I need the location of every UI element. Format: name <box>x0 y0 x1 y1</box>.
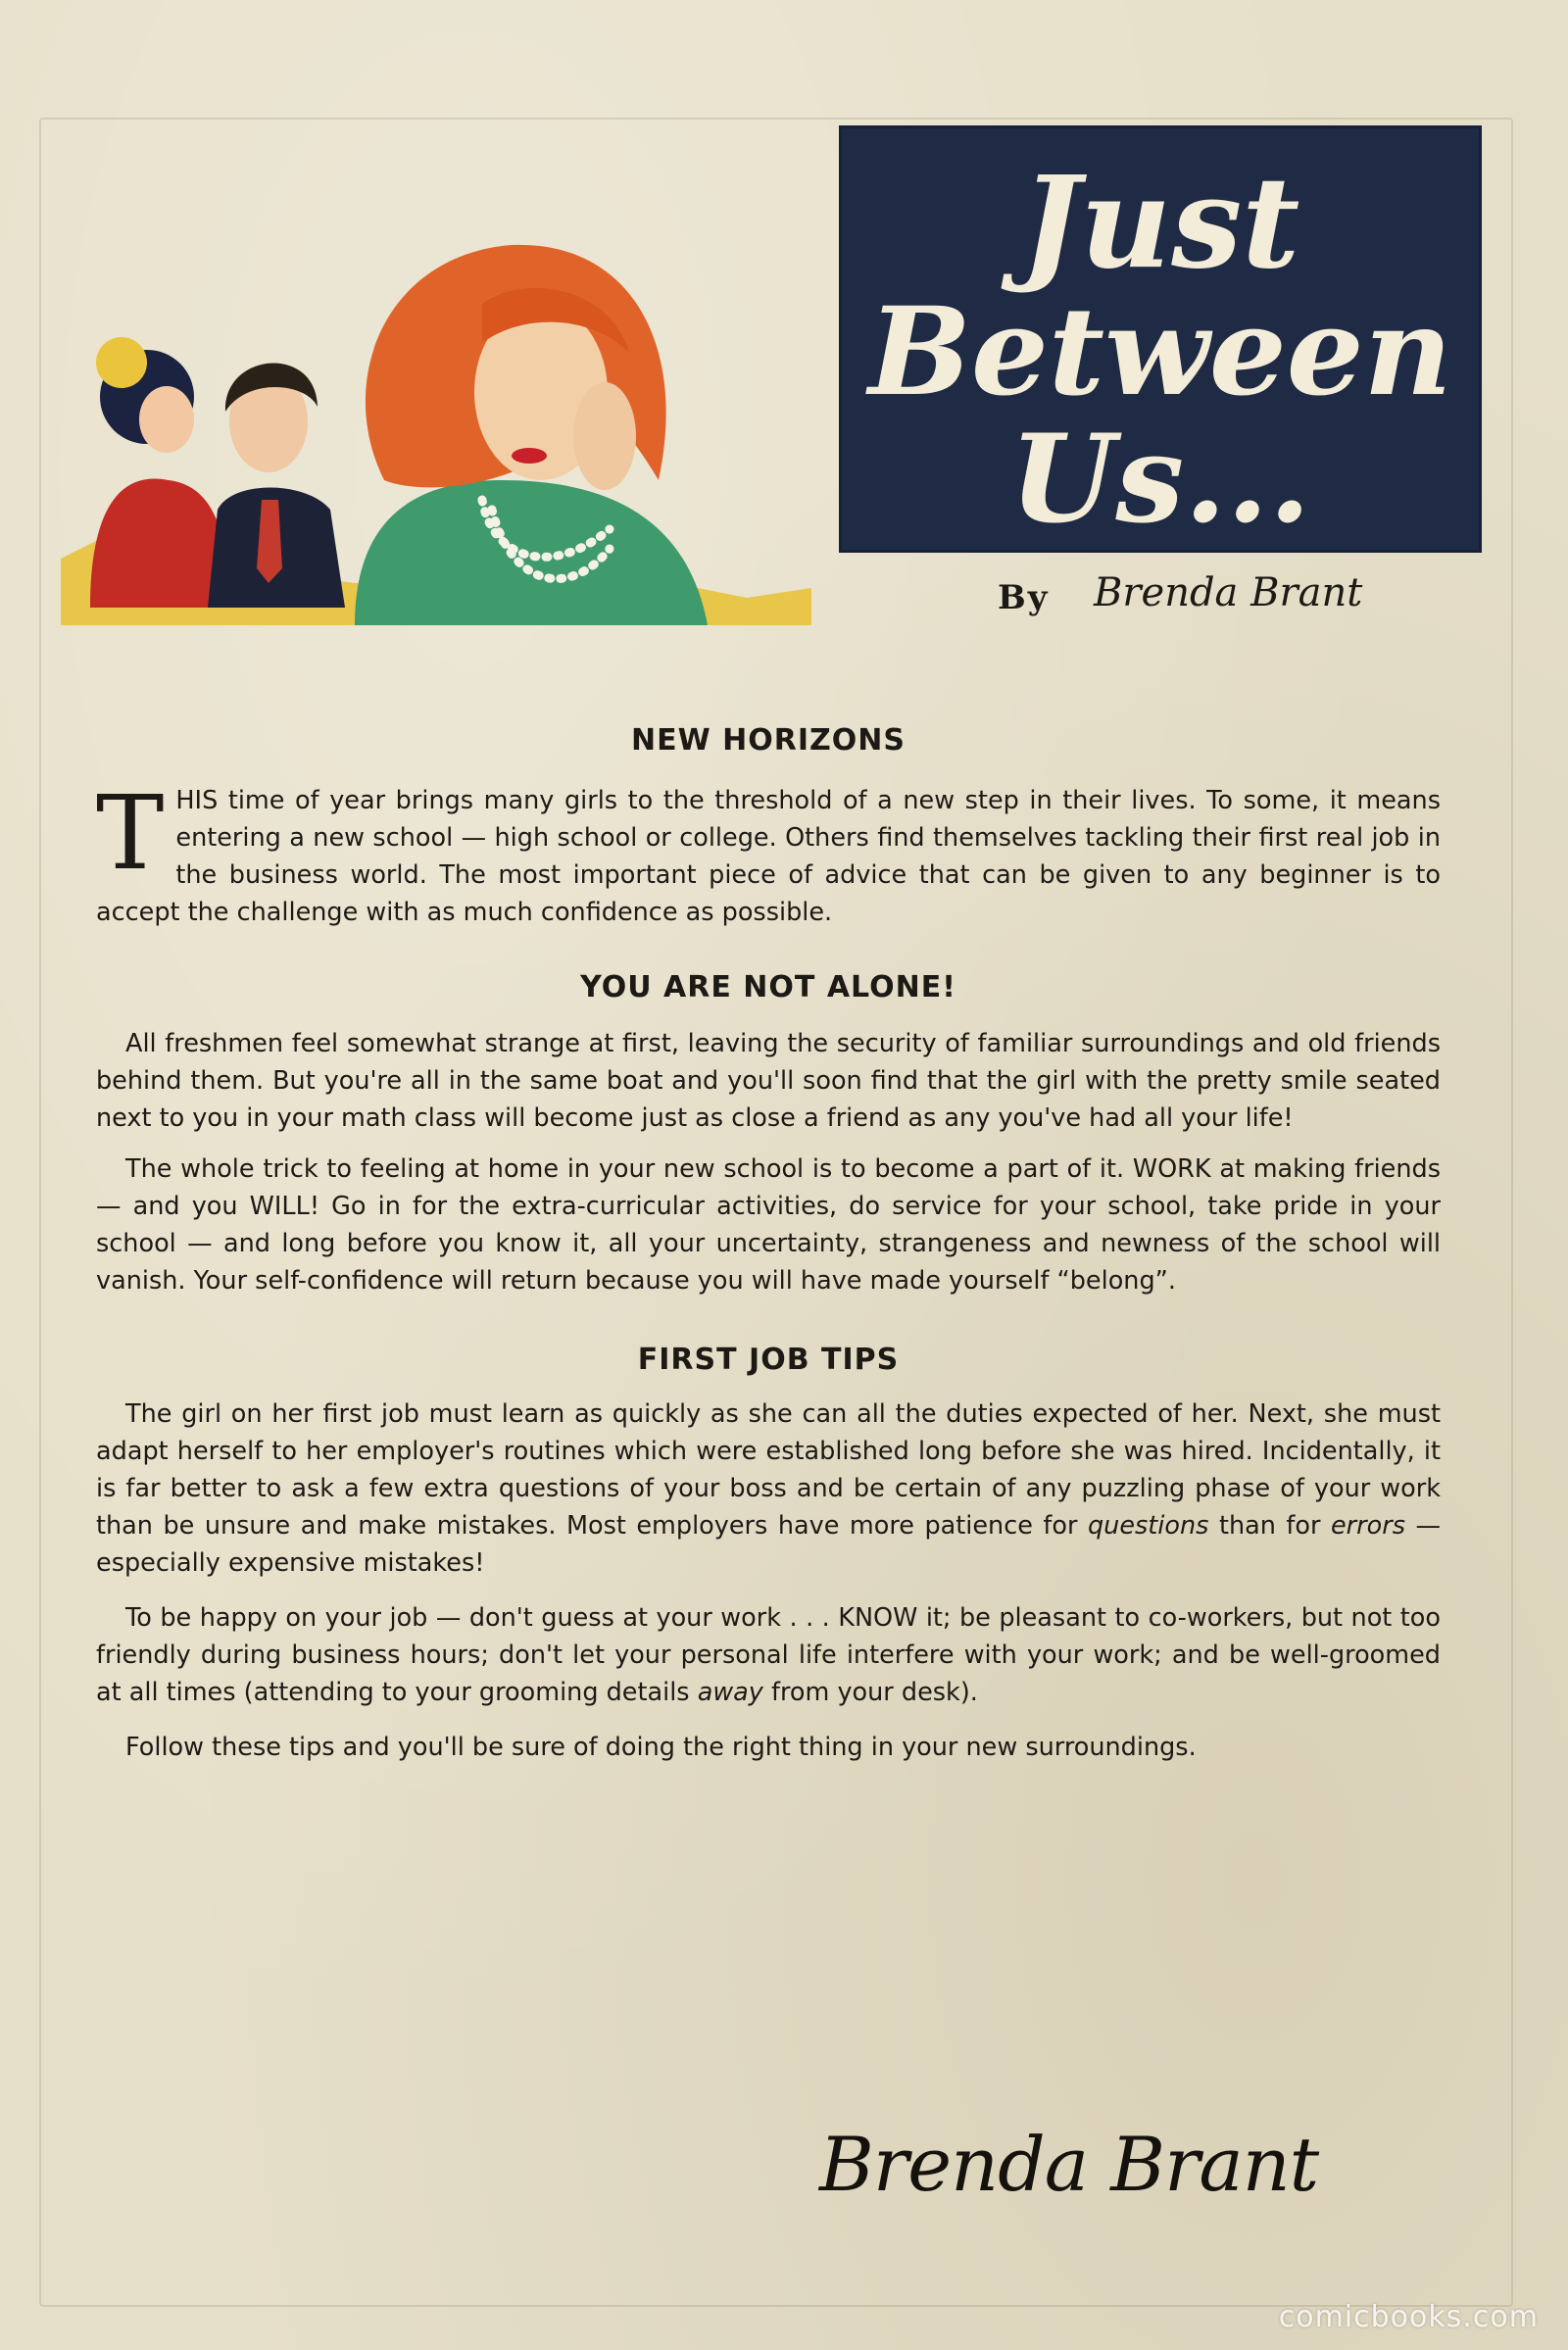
job-tips-1-b: than for <box>1208 1511 1331 1541</box>
job-tips-2-b: from your desk). <box>762 1678 978 1707</box>
woman-hand <box>573 382 636 490</box>
job-tips-2-a: To be happy on your job — don't guess at your work . . . KNOW it; be pleasant to co-workers, but not too friendly during business hours; don't let your personal life interfere with your work; and be well-groomed at all times (attending to your grooming details <box>96 1603 1441 1707</box>
watermark: comicbooks.com <box>1278 2300 1539 2334</box>
paragraph-new-horizons-text: HIS time of year brings many girls to the threshold of a new step in their lives. To some, it means entering a new school — high school or college. Others find themselves tackling their first real job in the business world. The most important piece of advice that can be given to any beginner is to accept the challenge with as much confidence as possible. <box>96 786 1441 927</box>
article-body <box>96 721 1441 1766</box>
girl-face <box>139 386 194 453</box>
paragraph-job-tips-3: Follow these tips and you'll be sure of doing the right thing in your new surroundings. <box>125 1733 1197 1762</box>
byline-author: Brenda Brant <box>1094 570 1363 615</box>
drop-cap: T <box>96 773 165 893</box>
paragraph-job-tips-2 <box>96 1599 1441 1711</box>
title-line-3: Us... <box>1009 409 1311 551</box>
job-tips-1-c: — especially expensive mistakes! <box>96 1511 1442 1578</box>
title-box <box>839 125 1482 553</box>
byline-by: By <box>998 578 1050 617</box>
job-tips-2-em-away: away <box>697 1678 763 1707</box>
woman-green-dress <box>355 480 708 625</box>
heading-new-horizons: NEW HORIZONS <box>631 723 906 758</box>
title-line-2: Between <box>868 281 1452 423</box>
girl-yellow-flower <box>96 337 147 388</box>
job-tips-1-em-errors: errors <box>1330 1511 1405 1541</box>
paragraph-new-horizons <box>96 773 1441 931</box>
heading-not-alone: YOU ARE NOT ALONE! <box>580 970 956 1004</box>
heading-first-job-tips: FIRST JOB TIPS <box>637 1343 900 1377</box>
page-title <box>839 125 1482 553</box>
title-line-1: Just <box>1020 150 1300 297</box>
woman-red-lips <box>512 448 547 464</box>
illustration-panel <box>61 186 811 625</box>
signature: Brenda Brant <box>819 2121 1319 2208</box>
job-tips-1-a: The girl on her first job must learn as quickly as she can all the duties expected of her. Next, she must adapt herself to her employer's routines which were established long before she was hired. Incidentally, it is far better to ask a few extra questions of your boss and be certain of any puzzling phase of your work than be unsure and make mistakes. Most employers have more patience for <box>96 1399 1441 1541</box>
couple-figures <box>90 337 345 608</box>
paragraph-not-alone-1: All freshmen feel somewhat strange at first, leaving the security of familiar surroundings and old friends behind them. But you're all in the same boat and you'll soon find that the girl with the pretty smile seated next to you in your math class will become just as close a friend as any you've had all your life! <box>96 1029 1441 1133</box>
job-tips-1-em-questions: questions <box>1087 1511 1209 1541</box>
paragraph-not-alone-2: The whole trick to feeling at home in your new school is to become a part of it. WORK at making friends — and you WILL! Go in for the extra-curricular activities, do service for your school, take pride in your school — and long before you know it, all your uncertainty, strangeness and newness of the school will vanish. Your self-confidence will return because you will have made yourself “belong”. <box>96 1154 1441 1296</box>
red-haired-woman <box>355 245 708 625</box>
paragraph-job-tips-1 <box>96 1395 1441 1582</box>
byline <box>998 570 1448 629</box>
illustration-couple-and-woman <box>61 186 811 625</box>
